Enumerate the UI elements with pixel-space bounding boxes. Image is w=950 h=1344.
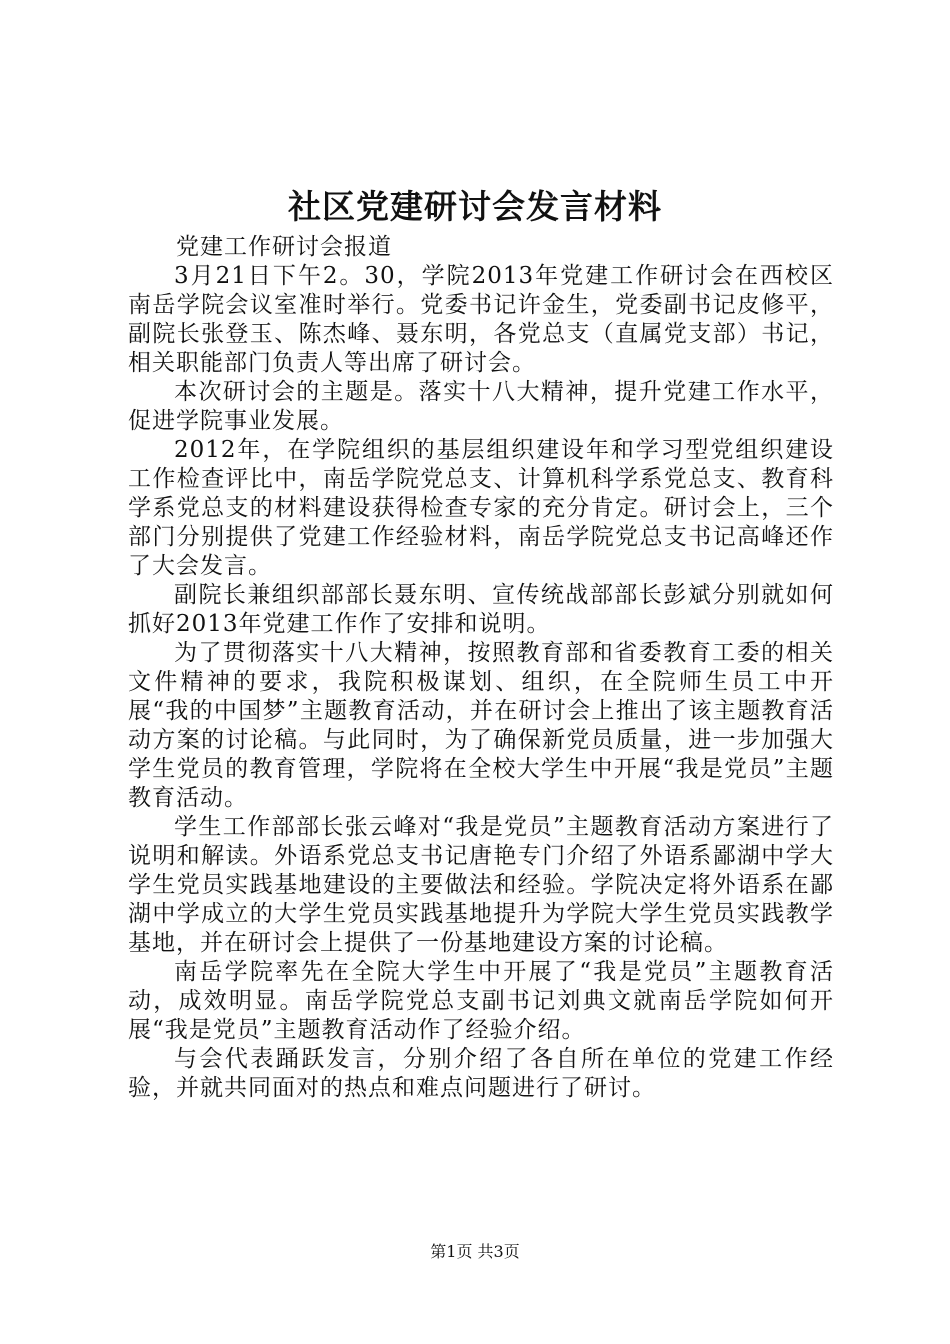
paragraph: 南岳学院率先在全院大学生中开展了“我是党员”主题教育活动，成效明显。南岳学院党总支副书记刘典文就南岳学院如何开展“我是党员”主题教育活动作了经验介绍。 xyxy=(128,959,834,1043)
paragraph: 为了贯彻落实十八大精神，按照教育部和省委教育工委的相关文件精神的要求，我院积极谋划、组织，在全院师生员工中开展“我的中国梦”主题教育活动，并在研讨会上推出了该主题教育活动方案的讨论稿。与此同时，为了确保新党员质量，进一步加强大学生党员的教育管理，学院将在全校大学生中开展“我是党员”主题教育活动。 xyxy=(128,640,834,811)
document-subtitle: 党建工作研讨会报道 xyxy=(176,234,392,260)
document-body xyxy=(128,262,834,1103)
paragraph: 与会代表踊跃发言，分别介绍了各自所在单位的党建工作经验，并就共同面对的热点和难点问题进行了研讨。 xyxy=(128,1046,834,1101)
paragraph: 3月21日下午2。30，学院2013年党建工作研讨会在西校区南岳学院会议室准时举行。党委书记许金生，党委副书记皮修平，副院长张登玉、陈杰峰、聂东明，各党总支（直属党支部）书记，相关职能部门负责人等出席了研讨会。 xyxy=(128,263,834,376)
paragraph: 本次研讨会的主题是。落实十八大精神，提升党建工作水平，促进学院事业发展。 xyxy=(128,379,834,434)
paragraph: 副院长兼组织部部长聂东明、宣传统战部部长彭斌分别就如何抓好2013年党建工作作了安排和说明。 xyxy=(128,582,834,637)
page-number-footer: 第1页 共3页 xyxy=(430,1242,520,1261)
paragraph: 2012年，在学院组织的基层组织建设年和学习型党组织建设工作检查评比中，南岳学院党总支、计算机科学系党总支、教育科学系党总支的材料建设获得检查专家的充分肯定。研讨会上，三个部门分别提供了党建工作经验材料，南岳学院党总支书记高峰还作了大会发言。 xyxy=(128,437,834,579)
paragraph: 学生工作部部长张云峰对“我是党员”主题教育活动方案进行了说明和解读。外语系党总支书记唐艳专门介绍了外语系鄙湖中学大学生党员实践基地建设的主要做法和经验。学院决定将外语系在鄙湖中学成立的大学生党员实践基地提升为学院大学生党员实践教学基地，并在研讨会上提供了一份基地建设方案的讨论稿。 xyxy=(128,814,834,956)
document-title: 社区党建研讨会发言材料 xyxy=(288,187,662,226)
